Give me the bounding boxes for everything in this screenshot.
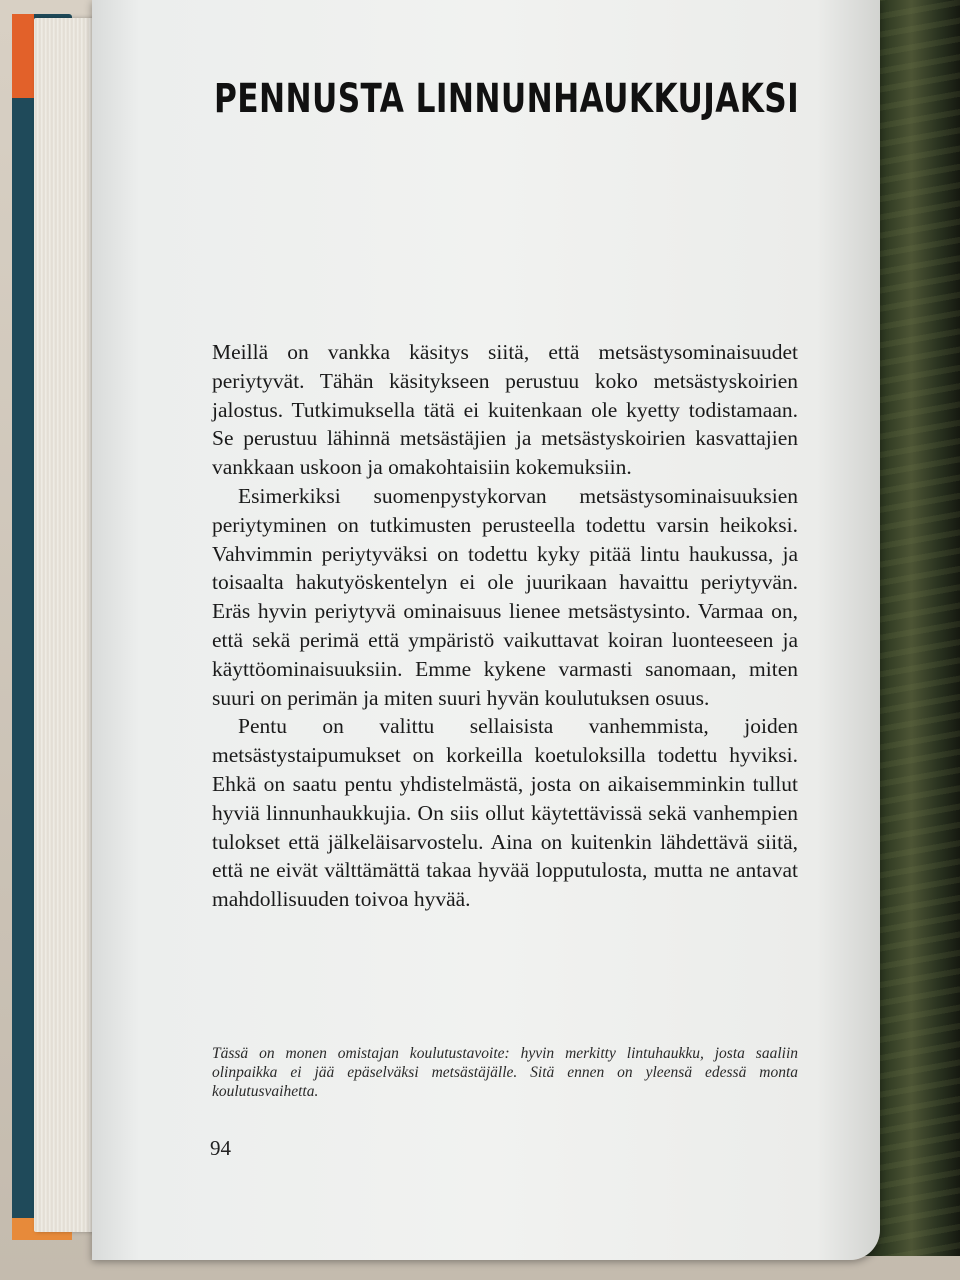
- chapter-title: PENNUSTA LINNUNHAUKKUJAKSI: [214, 76, 800, 122]
- paragraph: Meillä on vankka käsitys siitä, että metsästysominaisuudet periytyvät. Tähän käsitykseen perustuu koko metsästyskoirien jalostus. Tutkimuksella tätä ei kuitenkaan ole kyetty todistamaan. Se perustuu lähinnä metsästäjien ja metsästyskoirien kasvattajien vankkaan uskoon ja omakohtaisiin kokemuksiin.: [212, 340, 798, 480]
- photo-caption: Tässä on monen omistajan koulutustavoite: hyvin merkitty lintuhaukku, josta saaliin olinpaikka ei jää epäselväksi metsästäjälle. Sitä ennen on yleensä edessä monta koulutusvaihetta.: [212, 1045, 798, 1100]
- page-number: 94: [210, 1136, 231, 1160]
- book-page: [92, 0, 880, 1260]
- body-text: [212, 338, 798, 914]
- cover-accent-top: [12, 14, 34, 98]
- paragraph: Esimerkiksi suomenpystykorvan metsästysominaisuuksien periytyminen on tutkimusten perusteella todettu varsin heikoksi. Vahvimmin periytyväksi on todettu kyky pitää lintu haukussa, ja toisaalta hakutyöskentelyn ei ole juurikaan havaittu periytyvän. Eräs hyvin periytyvä ominaisuus lienee metsästysinto. Varmaa on, että sekä perimä että ympäristö vaikuttavat koiran luonteeseen ja käyttöominaisuuksiin. Emme kykene varmasti sanomaan, miten suuri on perimän ja miten suuri hyvän koulutuksen osuus.: [212, 483, 798, 710]
- paragraph: Pentu on valittu sellaisista vanhemmista, joiden metsästystaipumukset on korkeilla koetuloksilla todettu hyviksi. Ehkä on saatu pentu yhdistelmästä, josta on aikaisemminkin tullut hyviä linnunhaukkujia. On siis ollut käytettävissä sekä vanhempien tulokset että jälkeläisarvostelu. Aina on kuitenkin lähdettävä siitä, että ne eivät välttämättä takaa hyvää lopputulosta, mutta ne antavat mahdollisuuden toivoa hyvää.: [212, 714, 798, 912]
